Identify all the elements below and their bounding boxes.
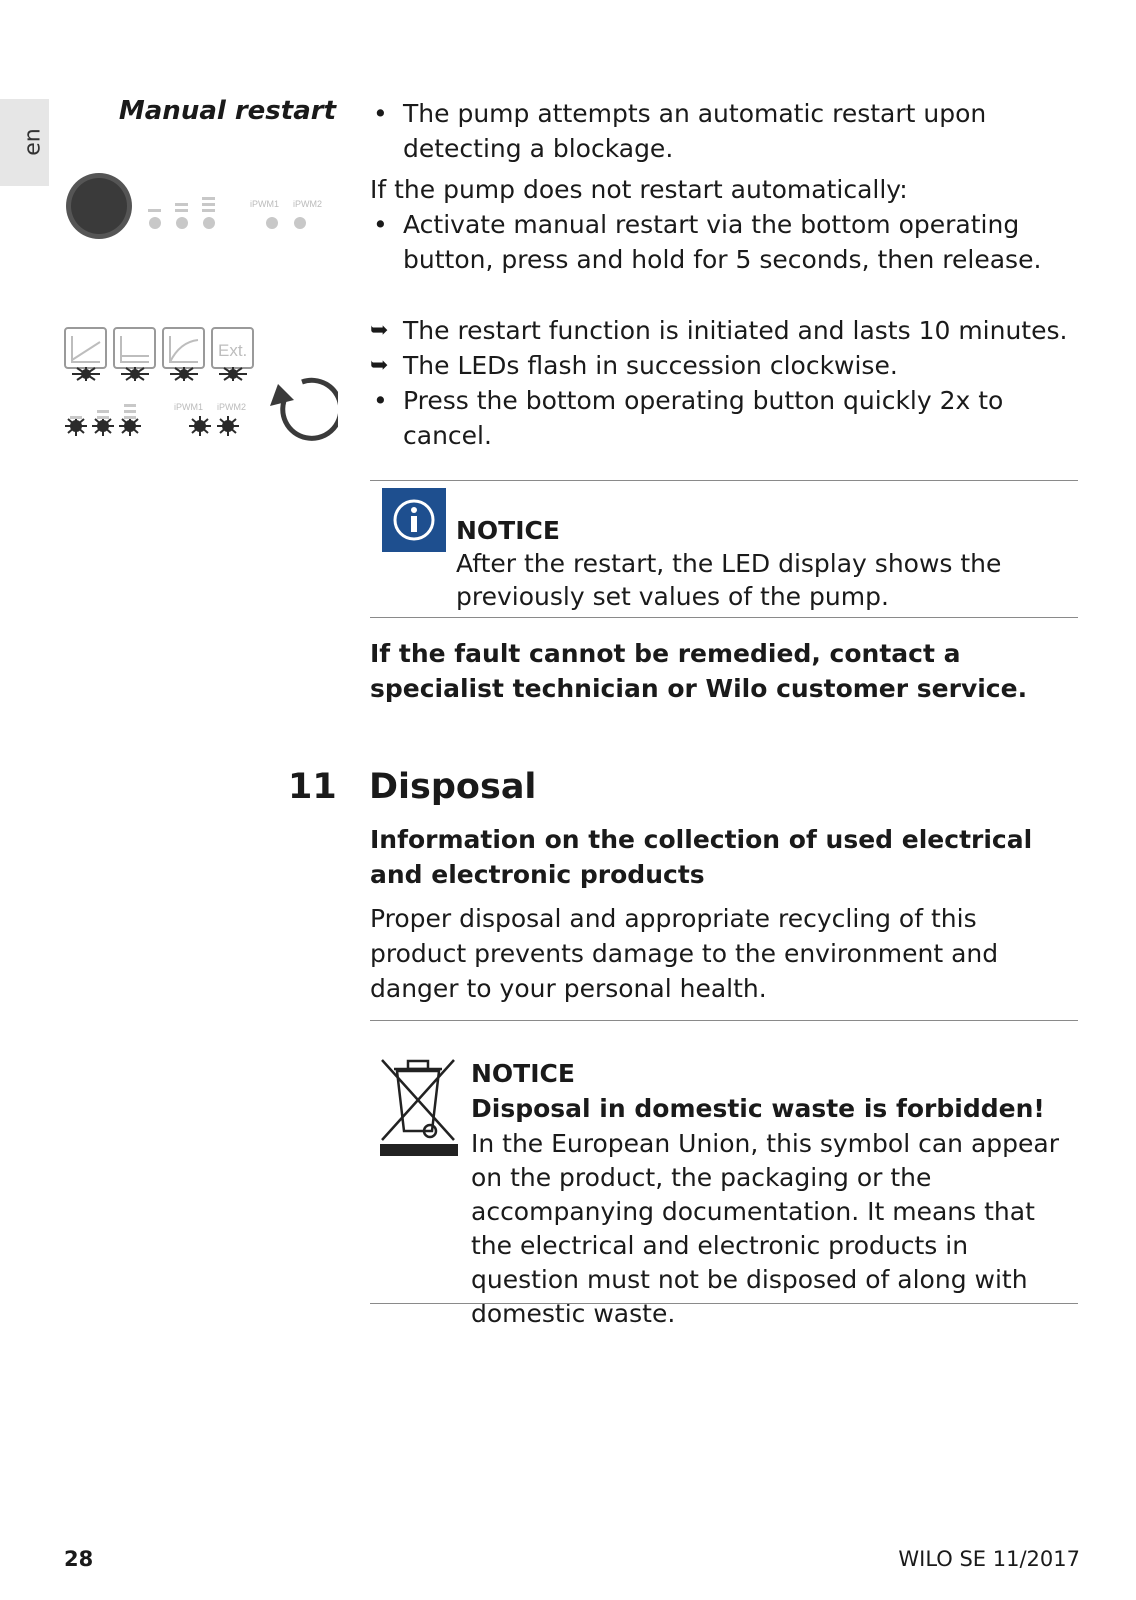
- divider: [370, 480, 1078, 481]
- page-number: 28: [64, 1547, 94, 1571]
- ipwm1-label-2: iPWM1: [174, 402, 203, 412]
- notice-title: NOTICE: [456, 516, 560, 545]
- divider: [370, 617, 1078, 618]
- notice-subtitle: Disposal in domestic waste is forbidden!: [471, 1094, 1045, 1123]
- operating-button-icon: [66, 173, 132, 239]
- notice-body: After the restart, the LED display shows the previously set values of the pump.: [456, 549, 1002, 611]
- notice-restart: [456, 514, 1076, 613]
- crossed-bin-icon: [380, 1056, 458, 1156]
- led-icon: [148, 197, 306, 229]
- restart-panel-illustration: [62, 326, 338, 450]
- divider: [370, 1020, 1078, 1021]
- section-title: Disposal: [369, 767, 537, 807]
- result-arrow-icon: ➥: [370, 318, 389, 343]
- ipwm2-label: iPWM2: [293, 199, 322, 209]
- control-panel-illustration: [64, 172, 334, 244]
- condition-text: If the pump does not restart automatically:: [370, 175, 908, 204]
- collection-subheading: Information on the collection of used electrical and electronic products: [370, 825, 1033, 889]
- language-label: en: [20, 128, 46, 156]
- section-number: 11: [288, 767, 337, 807]
- ipwm1-label: iPWM1: [250, 199, 279, 209]
- divider: [370, 1303, 1078, 1304]
- result-item: ➥ The LEDs flash in succession clockwise.: [370, 348, 1080, 383]
- result-arrow-icon: ➥: [370, 353, 389, 378]
- restart-arrow-icon: [270, 380, 338, 438]
- language-tab: [0, 99, 49, 186]
- side-heading: Manual restart: [118, 96, 336, 126]
- collection-body: Proper disposal and appropriate recycling of this product prevents damage to the environment and danger to your personal health.: [370, 904, 999, 1003]
- ext-label: Ext.: [218, 341, 248, 360]
- result-item: ➥ The restart function is initiated and lasts 10 minutes.: [370, 313, 1080, 348]
- notice-body: In the European Union, this symbol can appear on the product, the packaging or the accompanying documentation. It means that the electrical and electronic products in question must not be disposed of along with domestic waste.: [471, 1129, 1059, 1328]
- info-icon: [382, 488, 446, 552]
- notice-disposal: [471, 1057, 1077, 1331]
- bullet-item: • Press the bottom operating button quickly 2x to cancel.: [373, 386, 1004, 450]
- notice-title: NOTICE: [471, 1059, 575, 1088]
- fault-text: If the fault cannot be remedied, contact a specialist technician or Wilo customer service.: [370, 639, 1028, 703]
- restart-instructions: [370, 96, 1080, 453]
- bullet-item: • Activate manual restart via the bottom operating button, press and hold for 5 seconds, then release.: [373, 210, 1042, 274]
- ipwm2-label-2: iPWM2: [217, 402, 246, 412]
- footer-company: WILO SE 11/2017: [898, 1547, 1080, 1571]
- bullet-item: • The pump attempts an automatic restart upon detecting a blockage.: [373, 99, 987, 163]
